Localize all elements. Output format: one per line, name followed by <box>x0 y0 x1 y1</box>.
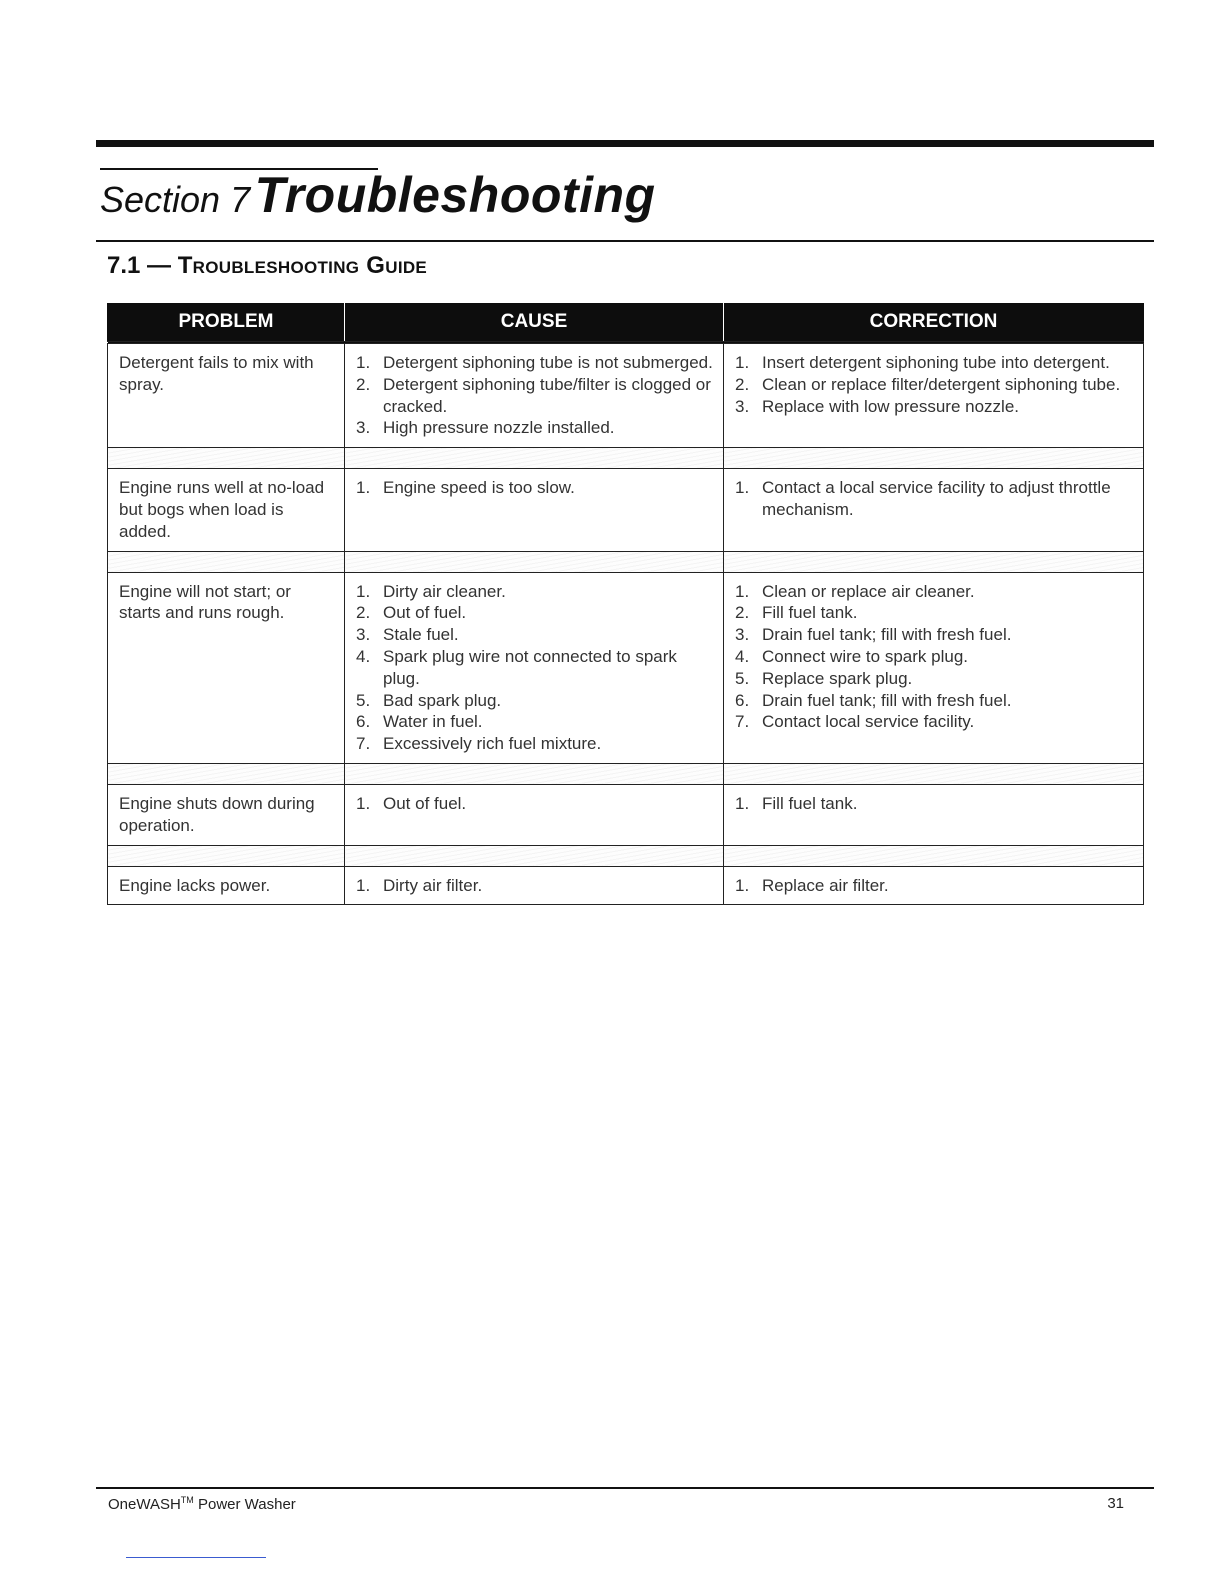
cause-list <box>356 581 713 755</box>
spacer-row <box>108 551 1144 572</box>
correction-item <box>735 624 1133 646</box>
cause-item <box>356 352 713 374</box>
trademark-mark: TM <box>180 1495 194 1505</box>
correction-item-text: Drain fuel tank; fill with fresh fuel. <box>762 690 1012 710</box>
cause-item-number: 3. <box>356 625 371 645</box>
correction-item-number: 6. <box>735 690 750 710</box>
cause-cell <box>345 469 724 551</box>
spacer-cell <box>345 448 724 469</box>
cause-item-number: 6. <box>356 712 371 732</box>
cause-item <box>356 711 713 733</box>
spacer-row <box>108 448 1144 469</box>
cause-cell <box>345 572 724 763</box>
cause-item-number: 1. <box>356 353 371 372</box>
cause-item-text: Out of fuel. <box>383 603 467 623</box>
section-name: Troubleshooting <box>254 167 656 223</box>
correction-cell <box>724 572 1144 763</box>
top-rule <box>96 140 1154 147</box>
correction-item <box>735 668 1133 690</box>
correction-item-number: 1. <box>735 581 750 601</box>
correction-list <box>735 875 1133 897</box>
table-row <box>108 784 1144 845</box>
footer-rule <box>96 1487 1154 1489</box>
spacer-cell <box>108 763 345 784</box>
correction-item <box>735 581 1133 603</box>
cause-item-text: High pressure nozzle installed. <box>383 418 615 438</box>
correction-item-number: 2. <box>735 603 750 623</box>
correction-item <box>735 602 1133 624</box>
correction-item-number: 7. <box>735 712 750 732</box>
correction-item <box>735 396 1133 418</box>
problem-cell: Engine lacks power. <box>108 866 345 905</box>
correction-item-text: Fill fuel tank. <box>762 793 858 813</box>
correction-item-text: Drain fuel tank; fill with fresh fuel. <box>762 625 1012 645</box>
correction-list <box>735 793 1133 815</box>
spacer-cell <box>345 763 724 784</box>
correction-cell <box>724 343 1144 448</box>
table-row <box>108 343 1144 448</box>
correction-list <box>735 477 1133 521</box>
spacer-cell <box>345 845 724 866</box>
cause-item <box>356 875 713 897</box>
cause-item-number: 1. <box>356 875 371 895</box>
spacer-cell <box>724 551 1144 572</box>
spacer-cell <box>724 448 1144 469</box>
heading-rule <box>96 240 1154 242</box>
cause-item-text: Water in fuel. <box>383 712 483 732</box>
cause-item <box>356 624 713 646</box>
correction-item-number: 3. <box>735 396 750 416</box>
correction-item <box>735 374 1133 396</box>
correction-item-number: 1. <box>735 353 750 372</box>
page-number: 31 <box>1107 1495 1124 1512</box>
cause-item-text: Excessively rich fuel mixture. <box>383 734 602 754</box>
correction-cell <box>724 469 1144 551</box>
cause-item <box>356 646 713 690</box>
correction-item-number: 4. <box>735 646 750 666</box>
footer-product-name: OneWASH <box>108 1496 181 1513</box>
correction-item <box>735 646 1133 668</box>
cause-list <box>356 875 713 897</box>
correction-item-text: Connect wire to spark plug. <box>762 646 968 666</box>
cause-cell <box>345 866 724 905</box>
correction-item-text: Replace spark plug. <box>762 668 913 688</box>
cause-item-number: 2. <box>356 603 371 623</box>
spacer-cell <box>108 845 345 866</box>
correction-item-text: Clean or replace filter/detergent siphoning tube. <box>762 374 1121 394</box>
correction-item-number: 5. <box>735 668 750 688</box>
spacer-cell <box>724 845 1144 866</box>
spacer-row <box>108 763 1144 784</box>
table-row <box>108 866 1144 905</box>
cause-item-text: Engine speed is too slow. <box>383 478 575 498</box>
cause-item-text: Detergent siphoning tube is not submerged. <box>383 353 713 372</box>
spacer-row <box>108 845 1144 866</box>
header-problem: PROBLEM <box>108 303 345 343</box>
correction-item-text: Clean or replace air cleaner. <box>762 581 975 601</box>
cause-item <box>356 690 713 712</box>
cause-item <box>356 374 713 418</box>
cause-cell <box>345 784 724 845</box>
cause-item-number: 4. <box>356 646 371 666</box>
correction-item-number: 2. <box>735 374 750 394</box>
cause-item <box>356 602 713 624</box>
problem-cell: Detergent fails to mix with spray. <box>108 343 345 448</box>
cause-item-number: 1. <box>356 478 371 498</box>
correction-item <box>735 352 1133 374</box>
cause-item-number: 2. <box>356 374 371 394</box>
cause-item <box>356 477 713 499</box>
subsection-heading <box>107 252 427 280</box>
correction-item-number: 1. <box>735 793 750 813</box>
header-correction: CORRECTION <box>724 303 1144 343</box>
correction-list <box>735 352 1133 417</box>
footer-product-suffix: Power Washer <box>197 1496 296 1513</box>
cause-item-text: Spark plug wire not connected to spark plug. <box>383 646 677 688</box>
table-body <box>108 343 1144 905</box>
section-heading <box>100 166 656 224</box>
correction-item <box>735 793 1133 815</box>
correction-item-text: Insert detergent siphoning tube into detergent. <box>762 353 1110 372</box>
problem-cell: Engine shuts down during operation. <box>108 784 345 845</box>
bottom-mark <box>126 1557 266 1558</box>
problem-cell: Engine will not start; or starts and runs rough. <box>108 572 345 763</box>
table-row <box>108 469 1144 551</box>
section-label: Section 7 <box>100 179 251 220</box>
subsection-number: 7.1 — <box>107 252 172 279</box>
cause-item-text: Dirty air filter. <box>383 875 483 895</box>
correction-item-number: 1. <box>735 478 750 498</box>
problem-cell: Engine runs well at no-load but bogs when load is added. <box>108 469 345 551</box>
footer-product <box>108 1495 296 1513</box>
cause-list <box>356 793 713 815</box>
correction-item <box>735 711 1133 733</box>
spacer-cell <box>724 763 1144 784</box>
cause-list <box>356 477 713 499</box>
spacer-cell <box>108 448 345 469</box>
cause-item-number: 5. <box>356 690 371 710</box>
correction-item-text: Contact local service facility. <box>762 712 975 732</box>
correction-cell <box>724 784 1144 845</box>
correction-cell <box>724 866 1144 905</box>
cause-item-text: Stale fuel. <box>383 625 459 645</box>
correction-item <box>735 875 1133 897</box>
cause-item-text: Dirty air cleaner. <box>383 581 506 601</box>
cause-item-number: 3. <box>356 418 371 438</box>
cause-list <box>356 352 713 439</box>
cause-item-number: 1. <box>356 793 371 813</box>
cause-item-text: Bad spark plug. <box>383 690 502 710</box>
spacer-cell <box>345 551 724 572</box>
correction-item <box>735 690 1133 712</box>
correction-item <box>735 477 1133 521</box>
correction-list <box>735 581 1133 734</box>
cause-item <box>356 793 713 815</box>
correction-item-text: Replace air filter. <box>762 875 889 895</box>
spacer-cell <box>108 551 345 572</box>
correction-item-text: Contact a local service facility to adjust throttle mechanism. <box>762 478 1111 519</box>
subsection-title: Troubleshooting Guide <box>177 252 428 279</box>
cause-cell <box>345 343 724 448</box>
correction-item-text: Fill fuel tank. <box>762 603 858 623</box>
cause-item-text: Out of fuel. <box>383 793 467 813</box>
correction-item-text: Replace with low pressure nozzle. <box>762 396 1020 416</box>
cause-item-number: 7. <box>356 734 371 754</box>
cause-item-text: Detergent siphoning tube/filter is clogged or cracked. <box>383 374 711 416</box>
table-header-row <box>108 303 1144 343</box>
cause-item <box>356 581 713 603</box>
cause-item <box>356 417 713 439</box>
cause-item-number: 1. <box>356 581 371 601</box>
table-row <box>108 572 1144 763</box>
correction-item-number: 3. <box>735 625 750 645</box>
correction-item-number: 1. <box>735 875 750 895</box>
cause-item <box>356 733 713 755</box>
troubleshooting-table <box>107 303 1144 905</box>
header-cause: CAUSE <box>345 303 724 343</box>
